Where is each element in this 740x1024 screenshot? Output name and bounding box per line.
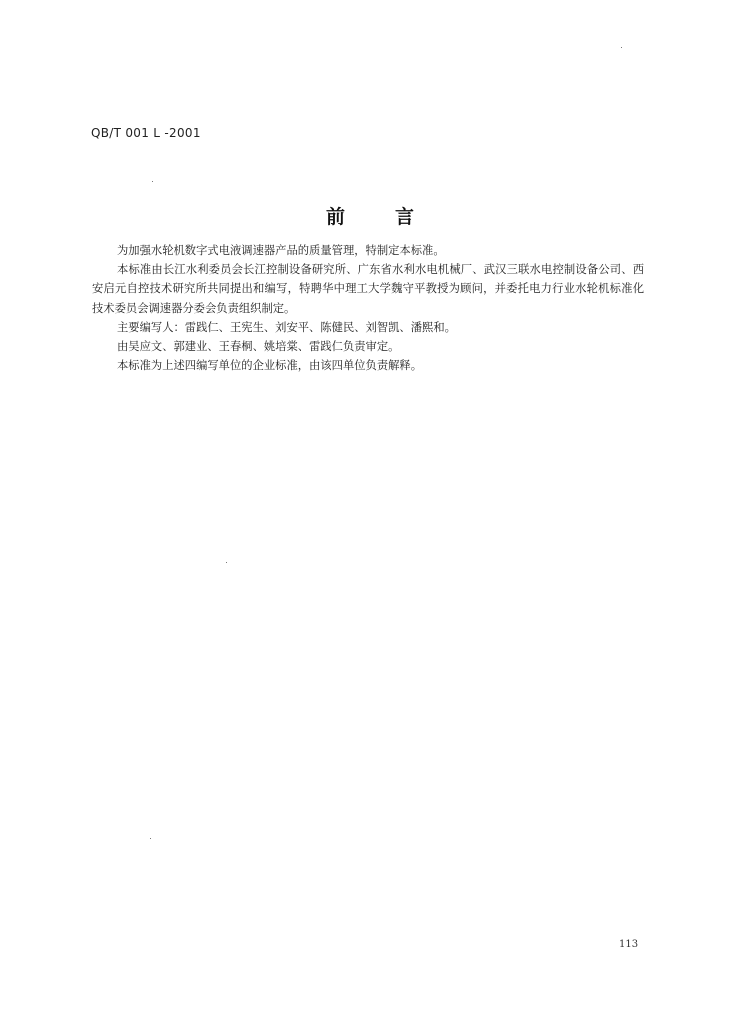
scan-speck — [621, 47, 622, 48]
paragraph-reviewers: 由吴应文、郭建业、王春桐、姚培棠、雷践仁负责审定。 — [117, 340, 400, 354]
scan-speck — [150, 838, 151, 839]
paragraph-main-drafters: 主要编写人：雷践仁、王宪生、刘安平、陈健民、刘智凯、潘熙和。 — [117, 320, 456, 334]
paragraph-purpose: 为加强水轮机数字式电液调速器产品的质量管理，特制定本标准。 — [117, 244, 445, 257]
scan-speck — [226, 562, 227, 563]
scan-speck — [152, 181, 153, 182]
page-number: 113 — [619, 939, 639, 950]
foreword-body — [92, 241, 644, 375]
paragraph-interpretation: 本标准为上述四编写单位的企业标准，由该四单位负责解释。 — [117, 359, 423, 373]
page-title — [0, 202, 740, 229]
title-char-1: 前 — [325, 206, 345, 228]
paragraph-drafting-units: 本标准由长江水利委员会长江控制设备研究所、广东省水利水电机械厂、武汉三联水电控制设备公司、西安启元自控技术研究所共同提出和编写，特聘华中理工大学魏守平教授为顾问，并委托电力行业水轮机标准化技术委员会调速器分委会负责组织制定。 — [92, 263, 644, 315]
title-char-2: 言 — [395, 206, 415, 228]
standard-code: QB/T 001 L -2001 — [91, 126, 201, 140]
